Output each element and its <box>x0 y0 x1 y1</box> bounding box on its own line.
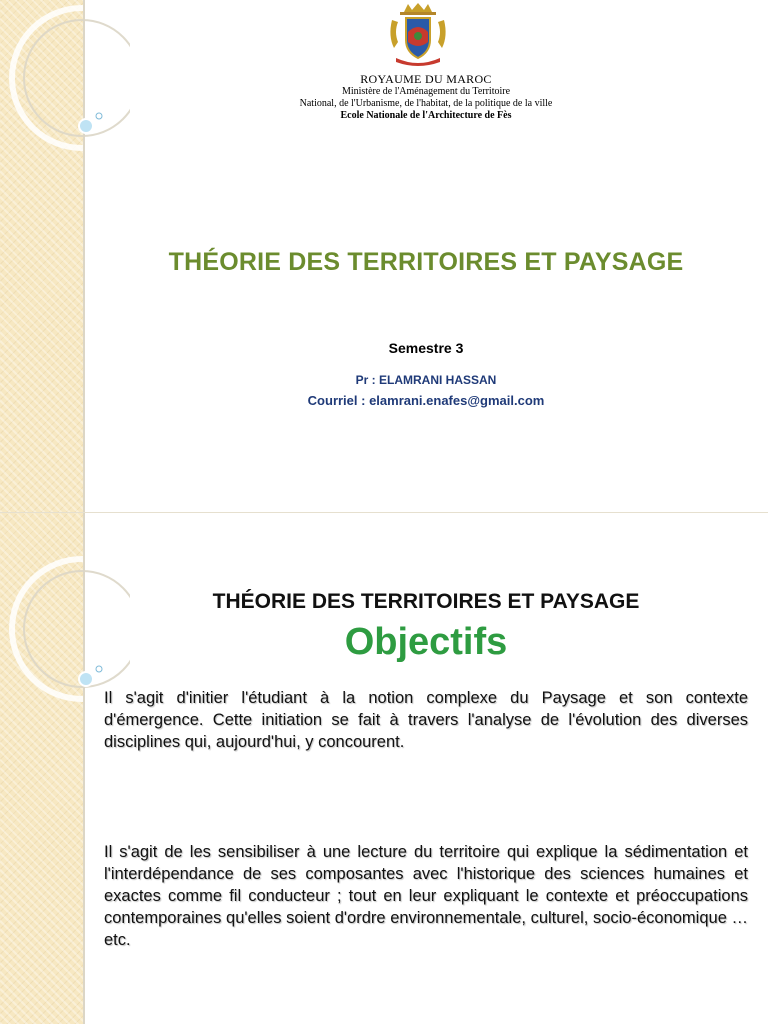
contact-email: Courriel : elamrani.enafes@gmail.com <box>307 393 545 408</box>
kingdom-header: ROYAUME DU MAROC <box>360 72 492 86</box>
slide-title: THÉORIE DES TERRITOIRES ET PAYSAGE <box>212 590 640 613</box>
objectives-heading: Objectifs <box>344 621 508 663</box>
slide-objectives <box>0 512 768 1024</box>
semester-label: Semestre 3 <box>388 340 464 356</box>
school-name: Ecole Nationale de l'Architecture de Fès <box>340 110 512 121</box>
ministry-header <box>84 86 768 110</box>
coat-of-arms-icon <box>386 2 450 68</box>
course-title: THÉORIE DES TERRITOIRES ET PAYSAGE <box>168 248 684 276</box>
ministry-line-2: National, de l'Urbanisme, de l'habitat, de la politique de la ville <box>299 98 553 109</box>
objective-paragraph-1: Il s'agit d'initier l'étudiant à la notion complexe du Paysage et son contexte d'émergence. Cette initiation se fait à travers l'analyse de l'évolution des diverses disciplines qui, aujourd'hui, y concourent. <box>104 689 748 751</box>
ministry-line-1: Ministère de l'Aménagement du Territoire <box>341 86 511 97</box>
professor-name: Pr : ELAMRANI HASSAN <box>355 373 497 387</box>
objective-paragraph-2: Il s'agit de les sensibiliser à une lecture du territoire qui explique la sédimentation et l'interdépendance de ses composantes avec l'historique des sciences humaines et exactes comme fil conducteur ; tout en leur expliquant le contexte et préoccupations contemporaines qu'elles soient d'ordre environnementale, culturel, socio-économique …etc. <box>104 843 748 949</box>
